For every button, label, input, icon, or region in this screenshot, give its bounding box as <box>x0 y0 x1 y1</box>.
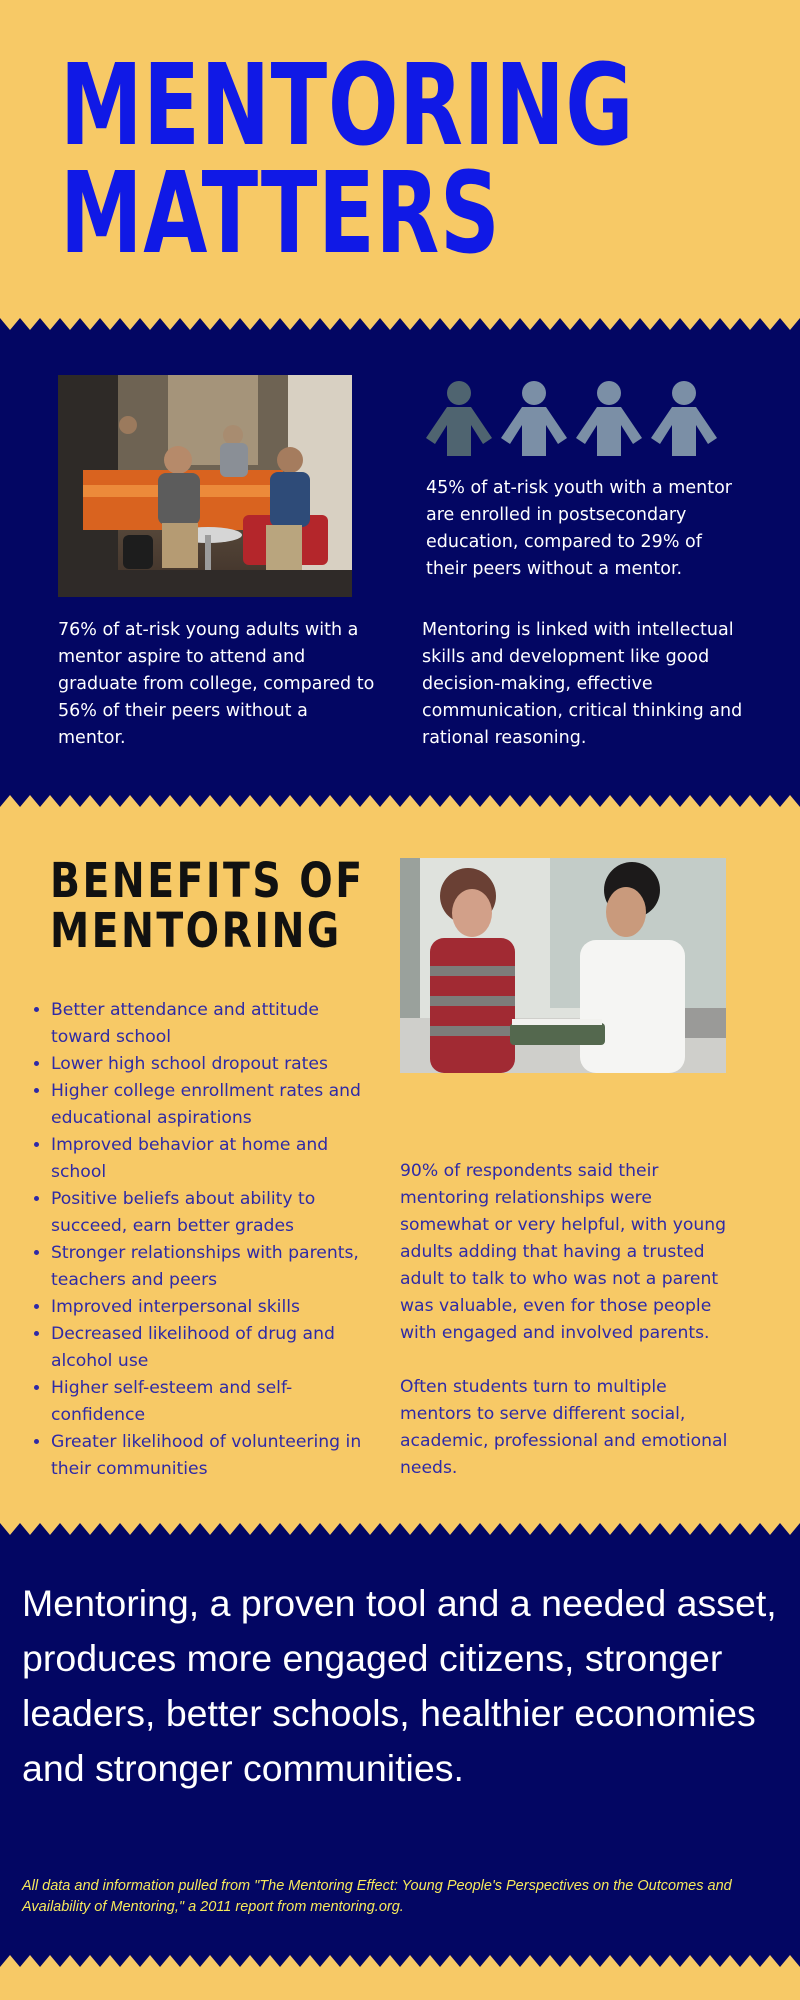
list-item: • Higher college enrollment rates and educational aspirations <box>51 1078 381 1132</box>
people-icons <box>425 380 725 456</box>
list-item: • Lower high school dropout rates <box>51 1051 381 1078</box>
list-item: • Better attendance and attitude toward school <box>51 997 381 1051</box>
list-item: • Stronger relationships with parents, teachers and peers <box>51 1240 381 1294</box>
zigzag-divider <box>0 318 800 332</box>
person-icon <box>501 381 567 456</box>
benefits-heading-line-1: BENEFITS OF <box>50 853 365 909</box>
list-item: • Improved behavior at home and school <box>51 1132 381 1186</box>
zigzag-divider <box>0 1953 800 1967</box>
list-item: • Decreased likelihood of drug and alcohol use <box>51 1321 381 1375</box>
college-stat: 76% of at-risk young adults with a mentor aspire to attend and graduate from college, compared to 56% of their peers without a mentor. <box>58 620 375 748</box>
skills-stat: Mentoring is linked with intellectual skills and development like good decision-making, effective communication, critical thinking and rational reasoning. <box>422 620 743 748</box>
zigzag-divider <box>0 1523 800 1537</box>
source-citation: All data and information pulled from "The Mentoring Effect: Young People's Perspectives on the Outcomes and Availability of Mentoring," a 2011 report from mentoring.org. <box>22 1878 732 1915</box>
benefits-heading <box>50 853 365 959</box>
title-line-2: MATTERS <box>60 149 501 279</box>
list-item: • Improved interpersonal skills <box>51 1294 381 1321</box>
benefits-heading-line-2: MENTORING <box>50 903 342 959</box>
page-title <box>60 41 635 279</box>
list-item: • Positive beliefs about ability to succeed, earn better grades <box>51 1186 381 1240</box>
zigzag-divider <box>0 793 800 807</box>
title-line-1: MENTORING <box>60 41 635 171</box>
person-icon <box>576 381 642 456</box>
list-item: • Greater likelihood of volunteering in their communities <box>51 1429 381 1483</box>
multiple-mentors-paragraph: Often students turn to multiple mentors to serve different social, academic, professional and emotional needs. <box>400 1377 728 1478</box>
respondents-paragraph: 90% of respondents said their mentoring relationships were somewhat or very helpful, with young adults adding that having a trusted adult to talk to who was not a parent was valuable, even for those people with engaged and involved parents. <box>400 1161 727 1343</box>
postsecondary-stat: 45% of at-risk youth with a mentor are enrolled in postsecondary education, compared to 29% of their peers without a mentor. <box>426 478 732 579</box>
benefits-list <box>22 997 381 1483</box>
closing-quote: Mentoring, a proven tool and a needed asset, produces more engaged citizens, stronger leaders, better schools, healthier economies and stronger communities. <box>22 1582 777 1789</box>
person-icon <box>651 381 717 456</box>
mentor-student-photo <box>400 858 726 1073</box>
person-icon <box>426 381 492 456</box>
list-item: • Higher self-esteem and self-confidence <box>51 1375 381 1429</box>
students-photo <box>58 375 352 597</box>
